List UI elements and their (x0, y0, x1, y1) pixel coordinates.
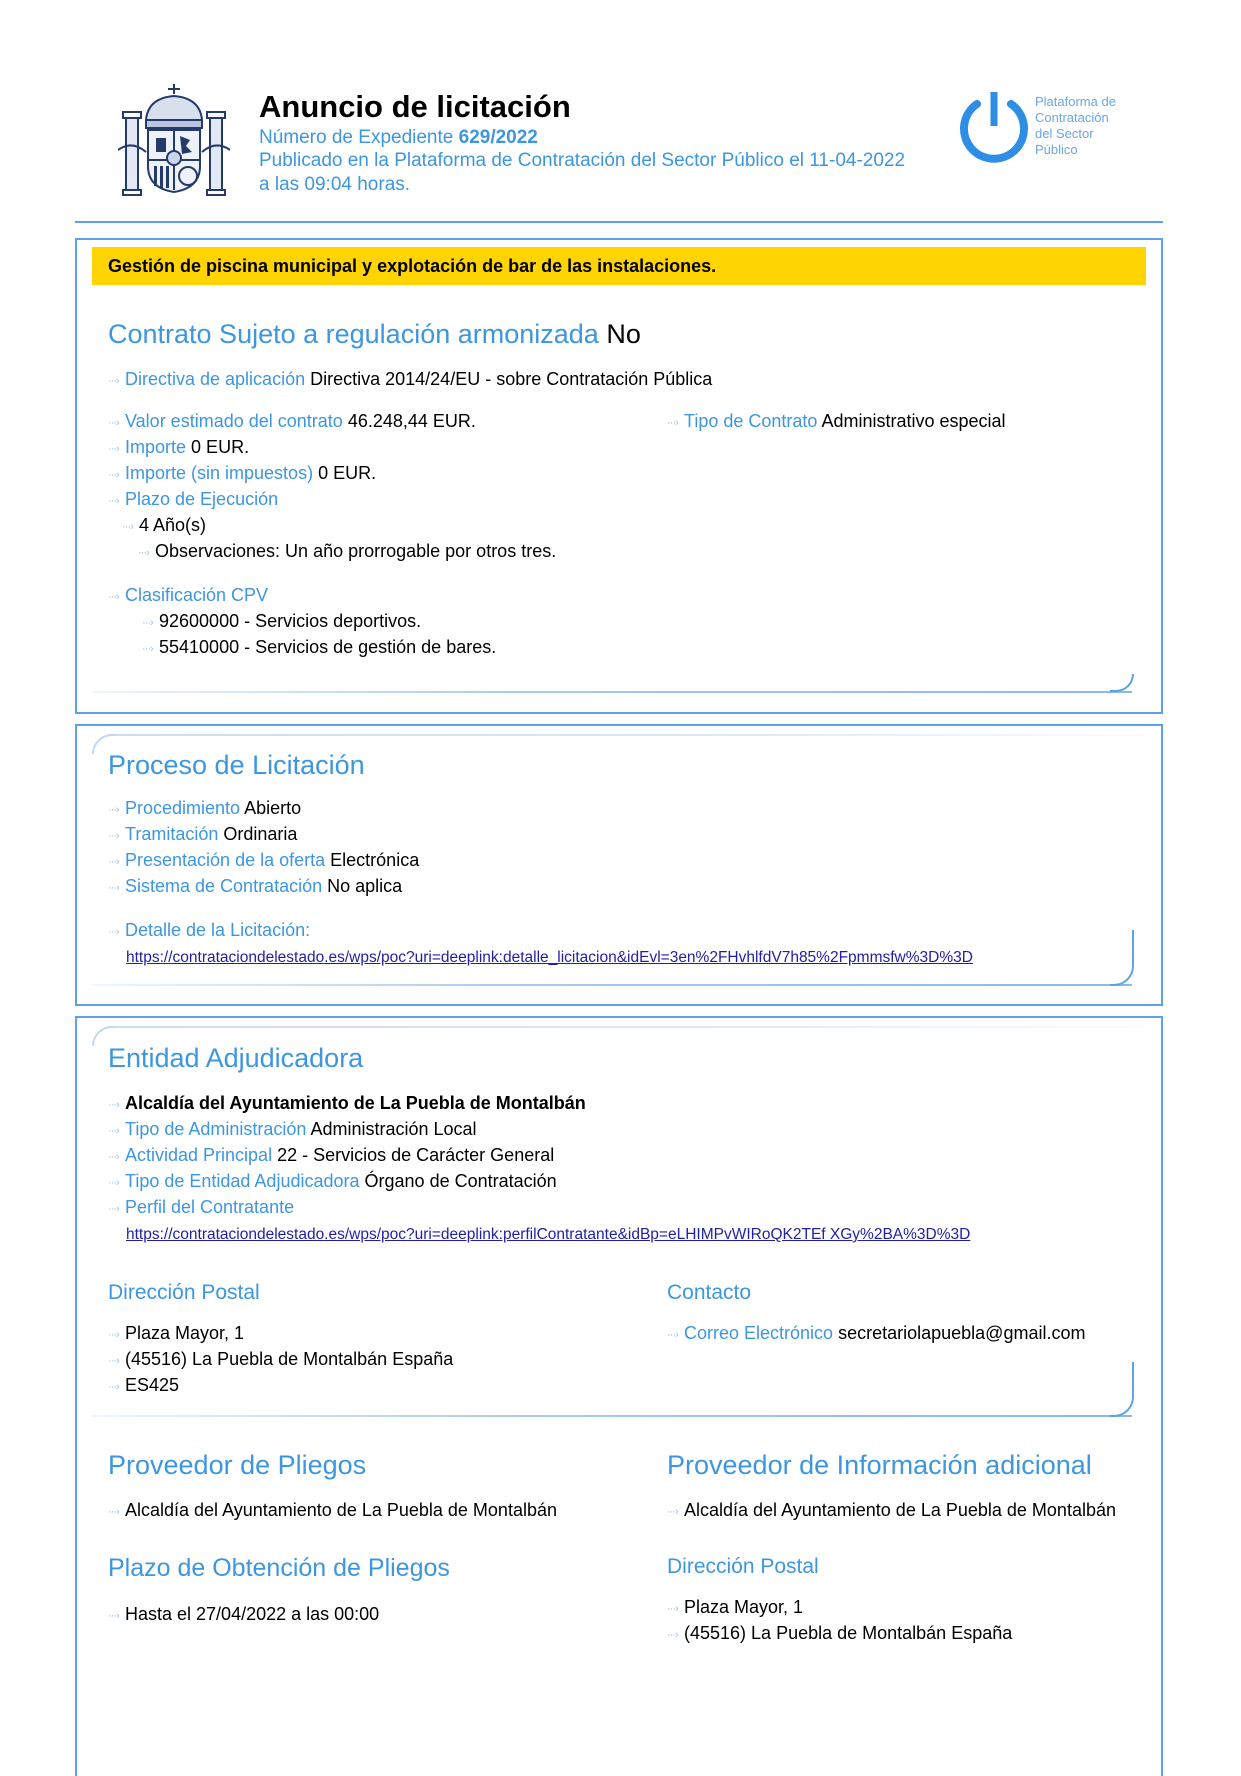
logo-text-line: Contratación (1035, 110, 1109, 125)
perfil-link-row (126, 1222, 970, 1246)
observaciones-value: Observaciones: Un año prorrogable por otros tres. (155, 541, 557, 561)
arrow-icon (138, 542, 155, 564)
cpv-row (108, 584, 268, 608)
tipo-contrato-value: Administrativo especial (821, 411, 1006, 431)
harmonized-heading (108, 318, 641, 350)
perfil-row (108, 1196, 294, 1220)
arrow-icon (108, 1172, 125, 1194)
proveedor-pliegos-value: Alcaldía del Ayuntamiento de La Puebla de Montalbán (125, 1500, 557, 1520)
arrow-icon (108, 851, 125, 873)
arrow-icon (142, 638, 159, 660)
direccion-line (108, 1322, 244, 1346)
logo-text-line: Público (1035, 142, 1078, 157)
expediente-value: 629/2022 (458, 127, 538, 148)
platform-logo (955, 86, 1135, 170)
perfil-label: Perfil del Contratante (125, 1197, 295, 1217)
detalle-link[interactable]: https://contrataciondelestado.es/wps/poc?uri=deeplink:detalle_licitacion&idEvl=3en%2FHvhlfdV7h85%2Fpmmsfw%3D%3D (126, 949, 973, 966)
arrow-icon (108, 1198, 125, 1220)
arrow-icon (108, 586, 125, 608)
arrow-icon (142, 612, 159, 634)
importe-sin-label: Importe (sin impuestos) (125, 463, 314, 483)
harmonized-label: Contrato Sujeto a regulación armonizada (108, 319, 599, 349)
arrow-icon (108, 1605, 125, 1627)
perfil-link[interactable]: https://contrataciondelestado.es/wps/poc?uri=deeplink:perfilContratante&idBp=eLHIMPvWIRoQK2TEf XGy%2BA%3D%3D (126, 1226, 971, 1243)
actividad-value: 22 - Servicios de Carácter General (277, 1145, 555, 1165)
page-title: Anuncio de licitación (259, 89, 571, 124)
correo-value: secretariolapuebla@gmail.com (838, 1323, 1086, 1343)
tipo-admin-value: Administración Local (310, 1119, 477, 1139)
header-divider (75, 221, 1163, 223)
importe-label: Importe (125, 437, 187, 457)
logo-text-line: del Sector (1035, 126, 1094, 141)
procedimiento-label: Procedimiento (125, 798, 241, 818)
arrow-icon (108, 370, 125, 392)
importe-row (108, 436, 249, 460)
arrow-icon (108, 438, 125, 460)
arrow-icon (108, 921, 125, 943)
proveedor-info-value: Alcaldía del Ayuntamiento de La Puebla de Montalbán (684, 1500, 1116, 1520)
valor-label: Valor estimado del contrato (125, 411, 343, 431)
direccion-line (108, 1374, 179, 1398)
arrow-icon (667, 1501, 684, 1523)
importe-value: 0 EUR. (191, 437, 250, 457)
correo-row (667, 1322, 1085, 1346)
arrow-icon (108, 1324, 125, 1346)
cpv-value: 55410000 - Servicios de gestión de bares. (159, 637, 497, 657)
sistema-row (108, 875, 402, 899)
arrow-icon (667, 1624, 684, 1646)
platform-logo-text (1035, 94, 1116, 158)
arrow-icon (108, 1350, 125, 1372)
contacto-heading: Contacto (667, 1281, 752, 1304)
published-line-2: a las 09:04 horas. (259, 174, 411, 195)
cpv-item (142, 636, 496, 660)
info-direccion-line (667, 1596, 803, 1620)
tipo-entidad-label: Tipo de Entidad Adjudicadora (125, 1171, 360, 1191)
contract-title: Gestión de piscina municipal y explotación de bar de las instalaciones. (108, 256, 717, 276)
tipo-admin-row (108, 1118, 477, 1142)
arrow-icon (108, 412, 125, 434)
expediente-label: Número de Expediente (259, 127, 454, 148)
proveedor-info-row (667, 1499, 1116, 1523)
direccion-heading: Dirección Postal (108, 1281, 260, 1304)
proceso-title: Proceso de Licitación (108, 750, 365, 780)
arrow-icon (108, 1501, 125, 1523)
plazo-obtencion-heading: Plazo de Obtención de Pliegos (108, 1554, 450, 1582)
arrow-icon (108, 1376, 125, 1398)
info-direccion-value: Plaza Mayor, 1 (684, 1597, 804, 1617)
tramitacion-row (108, 823, 297, 847)
power-icon (955, 86, 1033, 166)
plazo-label: Plazo de Ejecución (125, 489, 279, 509)
arrow-icon (667, 412, 684, 434)
directiva-value: Directiva 2014/24/EU - sobre Contratación Pública (310, 369, 713, 389)
contract-title-banner (92, 247, 1146, 285)
published-line-1: Publicado en la Plataforma de Contratación del Sector Público el 11-04-2022 (259, 150, 906, 171)
arrow-icon (108, 464, 125, 486)
detalle-label: Detalle de la Licitación: (125, 920, 311, 940)
tipo-contrato-label: Tipo de Contrato (684, 411, 818, 431)
entidad-name: Alcaldía del Ayuntamiento de La Puebla de Montalbán (125, 1093, 586, 1113)
directiva-label: Directiva de aplicación (125, 369, 306, 389)
directiva-row (108, 368, 712, 392)
direccion-value: Plaza Mayor, 1 (125, 1323, 245, 1343)
proveedor-info-heading: Proveedor de Información adicional (667, 1450, 1092, 1480)
tramitacion-label: Tramitación (125, 824, 219, 844)
proveedor-pliegos-row (108, 1499, 557, 1523)
arrow-icon (108, 1146, 125, 1168)
harmonized-value: No (606, 319, 641, 349)
tipo-admin-label: Tipo de Administración (125, 1119, 307, 1139)
plazo-obtencion-row (108, 1603, 379, 1627)
tipo-entidad-value: Órgano de Contratación (364, 1171, 557, 1191)
info-direccion-value: (45516) La Puebla de Montalbán España (684, 1623, 1013, 1643)
tipo-contrato-row (667, 410, 1006, 434)
presentacion-value: Electrónica (330, 850, 420, 870)
arrow-icon (108, 1094, 125, 1116)
actividad-label: Actividad Principal (125, 1145, 273, 1165)
expediente-line (259, 127, 538, 149)
plazo-value: 4 Año(s) (139, 515, 207, 535)
section-swoosh (92, 1415, 1132, 1417)
tramitacion-value: Ordinaria (223, 824, 298, 844)
info-direccion-heading: Dirección Postal (667, 1555, 819, 1578)
presentacion-label: Presentación de la oferta (125, 850, 326, 870)
plazo-row (108, 488, 278, 512)
direccion-line (108, 1348, 453, 1372)
tipo-entidad-row (108, 1170, 557, 1194)
section-swoosh (108, 1026, 1148, 1028)
section-swoosh (108, 734, 1148, 736)
actividad-row (108, 1144, 554, 1168)
procedimiento-row (108, 797, 301, 821)
detalle-link-row (126, 945, 973, 969)
observaciones-row (138, 540, 556, 564)
valor-row (108, 410, 476, 434)
presentacion-row (108, 849, 419, 873)
cpv-label: Clasificación CPV (125, 585, 269, 605)
direccion-value: (45516) La Puebla de Montalbán España (125, 1349, 454, 1369)
plazo-value-row (122, 514, 206, 538)
section-swoosh (92, 984, 1132, 986)
info-direccion-line (667, 1622, 1012, 1646)
proveedor-pliegos-heading: Proveedor de Pliegos (108, 1450, 367, 1480)
sistema-value: No aplica (327, 876, 403, 896)
importe-sin-value: 0 EUR. (318, 463, 377, 483)
arrow-icon (108, 825, 125, 847)
section-swoosh (92, 691, 1132, 693)
arrow-icon (667, 1324, 684, 1346)
cpv-item (142, 610, 421, 634)
procedimiento-value: Abierto (244, 798, 302, 818)
arrow-icon (108, 877, 125, 899)
arrow-icon (122, 516, 139, 538)
cpv-value: 92600000 - Servicios deportivos. (159, 611, 422, 631)
entidad-name-row (108, 1092, 586, 1116)
sistema-label: Sistema de Contratación (125, 876, 323, 896)
logo-text-line: Plataforma de (1035, 94, 1116, 109)
valor-value: 46.248,44 EUR. (347, 411, 476, 431)
entidad-title: Entidad Adjudicadora (108, 1043, 364, 1073)
arrow-icon (108, 490, 125, 512)
direccion-value: ES425 (125, 1375, 180, 1395)
plazo-obtencion-value: Hasta el 27/04/2022 a las 00:00 (125, 1604, 380, 1624)
arrow-icon (108, 799, 125, 821)
correo-label: Correo Electrónico (684, 1323, 834, 1343)
arrow-icon (108, 1120, 125, 1142)
coat-of-arms-logo (118, 80, 230, 198)
arrow-icon (667, 1598, 684, 1620)
detalle-row (108, 919, 310, 943)
importe-sin-row (108, 462, 376, 486)
